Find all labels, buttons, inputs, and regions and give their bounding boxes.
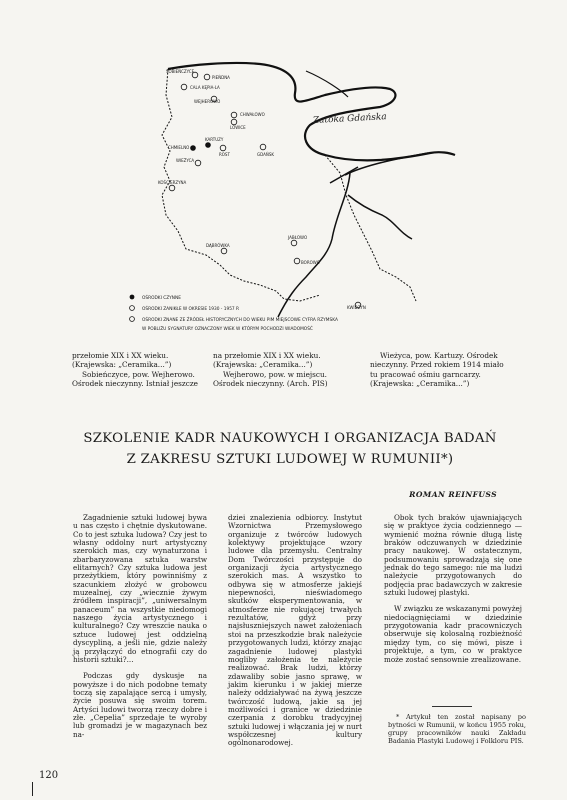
article-column-2 [228, 514, 362, 748]
map-label-cala-kepia: CALA KĘPIA-LA [190, 85, 220, 90]
map-label-koscierzyna: KOŚCIERZYNA [158, 180, 187, 185]
river-branch [330, 167, 358, 183]
marker-cala-kepia [181, 84, 187, 90]
marker-gdansk [260, 144, 266, 150]
map-label-chwalowo: CHWAŁOWO [240, 112, 265, 117]
map-label-wiezyca: WIEŻYCA [176, 158, 195, 163]
article-title-line-2: Z ZAKRESU SZTUKI LUDOWEJ W RUMUNII*) [126, 452, 454, 467]
footnote [388, 713, 526, 745]
region-border-east [325, 155, 416, 301]
article-column-1 [73, 514, 207, 739]
map-label-kwidzyn: KWIDZYN [347, 305, 366, 310]
article-author: ROMAN REINFUSS [409, 490, 497, 499]
marker-borowo [294, 258, 300, 264]
map-label-bay: Zatoka Gdańska [312, 112, 387, 126]
region-border [162, 69, 320, 301]
legend-historical-symbol [130, 317, 135, 322]
caption-3a: Wieżyca, pow. Kartuzy. Ośrodek nieczynny. Przed rokiem 1914 miało tu pracować ośmiu garncarzy. (Krajewska: „Ceramika...”) [370, 351, 504, 389]
caption-column-1 [72, 351, 202, 389]
map-markers [169, 72, 361, 308]
page-number: 120 [39, 770, 59, 781]
marker-rost [220, 145, 226, 151]
caption-2b: Wejherowo, pow. w miejscu. Ośrodek nieczynny. (Arch. PIS) [213, 369, 328, 389]
map-label-wejherowo: WEJHEROWO [194, 99, 221, 104]
caption-column-3 [370, 351, 512, 389]
paragraph: Podczas gdy dyskusje na powyższe i do nich podobne tematy toczą się zapalające sercą i umysły, życie posuwa się swoim torem. Artyści ludowi tworzą rzeczy dobre i złe. „Cepelia” sprzedaje te wyroby lub gromadzi je w magazynach bez na- [73, 671, 207, 739]
caption-column-2 [213, 351, 345, 389]
caption-1b: Sobieńczyce, pow. Wejherowo. Ośrodek nieczynny. Istniał jeszcze [72, 369, 198, 389]
marker-dabrowka [221, 248, 227, 254]
vistula-river [278, 173, 350, 317]
marker-chmielno [190, 145, 196, 151]
map-label-piendna: PIEŃDNA [212, 75, 230, 80]
footnote-text: * Artykuł ten został napisany po bytności w Rumunii, w końcu 1955 roku, grupy pracowników nauki Zakładu Badania Plastyki Ludowej i Folkloru PIS. [388, 713, 526, 746]
marker-jablowo [291, 240, 297, 246]
marker-piendna [204, 74, 210, 80]
map-label-borowo: BOROWO [301, 260, 320, 265]
nogat-river [348, 195, 412, 239]
map-label-sobienczyce: SOBIEŃCZYCE [166, 69, 195, 74]
coastline-inner [306, 71, 348, 97]
margin-mark [32, 782, 33, 796]
paragraph: dziei znalezienia odbiorcy. Instytut Wzornictwa Przemysłowego organizuje z twórców ludowych kolektywy projektujące wzory ludowe dla przemysłu. Centralny Dom Twórczości przystępuje do organizacji życia artystycznego szerokich mas. A wszystko to odbywa się w atmosferze jakiejś niepewności, nieświadomego skutków eksperymentowania, w atmosferze nie rokującej trwałych rezultatów, gdyż przy najsłuszniejszych nawet założeniach stoi na przeszkodzie brak należycie przygotowanych ludzi, którzy znając zagadnienie ludowej plastyki mogliby założenia te należycie realizować. Brak ludzi, którzy zdawaliby sobie jasno sprawę, w jakim kierunku i w jakiej mierze należy oddziaływać na żywą jeszcze twórczość ludową, jakie są jej możliwości i granice w dziedzinie czerpania z dorobku tradycyjnej sztuki ludowej i włączania jej w nurt współczesnej kultury ogólnonarodowej. [228, 513, 362, 748]
article-title-line-1: SZKOLENIE KADR NAUKOWYCH I ORGANIZACJA BADAŃ [83, 431, 497, 446]
map-label-dabrowka: DĄBRÓWKA [206, 243, 230, 248]
marker-koscierzyna [169, 185, 175, 191]
map-label-gdansk: GDAŃSK [257, 152, 274, 157]
legend-historical-label-2: W POBLIŻU SYGNATURY OZNACZONY WIEK W KTÓRYM POCHODZI WIADOMOŚĆ [142, 327, 313, 332]
paragraph: Obok tych braków ujawniających się w praktyce życia codziennego — wymienić można równie długą listę braków odczuwanych w dziedzinie pracy naukowej. W ostatecznym, podsumowaniu sprowadzają się one jednak do tego samego: nie ma ludzi należycie przygotowanych do podjęcia prac badawczych w zakresie sztuki ludowej plastyki. [384, 513, 522, 598]
map-label-chmielno: CHMIELNO [168, 145, 190, 150]
legend-extinct-label: OŚRODKI ZANIKŁE W OKRESIE 1930 - 1957 R [142, 307, 240, 312]
legend-historical-label: OŚRODKI ZNANE ZE ŹRÓDEŁ HISTORYCZNYCH DO WIEKU PIM MIEJSCOWE CYFRA RZYMSKA [142, 318, 338, 323]
caption-2a: na przełomie XIX i XX wieku. (Krajewska: „Ceramika...”) [213, 351, 321, 370]
map-legend [130, 294, 338, 332]
marker-lowice [231, 119, 237, 125]
marker-kartuzy [205, 142, 211, 148]
map-label-rost: ROST [219, 152, 230, 157]
legend-active-symbol [130, 295, 135, 300]
paragraph: W związku ze wskazanymi powyżej niedociągnięciami w dziedzinie przygotowania kadr pracowniczych obserwuje się kolosalną rozbieżność między tym, co się mówi, pisze i projektuje, a tym, co w praktyce może zostać sensownie zrealizowane. [384, 604, 522, 664]
legend-active-label: OŚRODKI CZYNNE [142, 296, 181, 301]
map-label-lowice: LOWICE [230, 125, 246, 130]
footnote-rule [432, 706, 472, 707]
legend-extinct-symbol [130, 306, 135, 311]
caption-1a: przełomie XIX i XX wieku. (Krajewska: „Ceramika...”) [72, 351, 172, 370]
paragraph: Zagadnienie sztuki ludowej bywa u nas często i chętnie dyskutowane. Co to jest sztuka ludowa? Czy jest to własny oddolny nurt artystyczny szerokich mas, czy wynaturzona i zbarbaryzowana sztuka warstw elitarnych? Czy sztuka ludowa jest przeżytkiem, który powinniśmy z szacunkiem złożyć w grobowcu muzealnej, czy „wiecznie żywym źródłem inspiracji”, „uniwersalnym panaceum” na wszystkie niedomogi naszego życia artystycznego i kulturalnego? Czy wreszcie nauka o sztuce ludowej jest oddzielną dyscypliną, a jeśli nie, gdzie należy ją przyłączyć do etnografii czy do historii sztuki?... [73, 513, 207, 664]
article-column-3 [384, 514, 522, 664]
marker-chwalowo [231, 112, 237, 118]
marker-wiezyca [195, 160, 201, 166]
map-figure [110, 55, 460, 340]
map-label-jablowo: JABŁOWO [288, 235, 308, 240]
map-label-kartuzy: KARTUZY [205, 137, 224, 142]
